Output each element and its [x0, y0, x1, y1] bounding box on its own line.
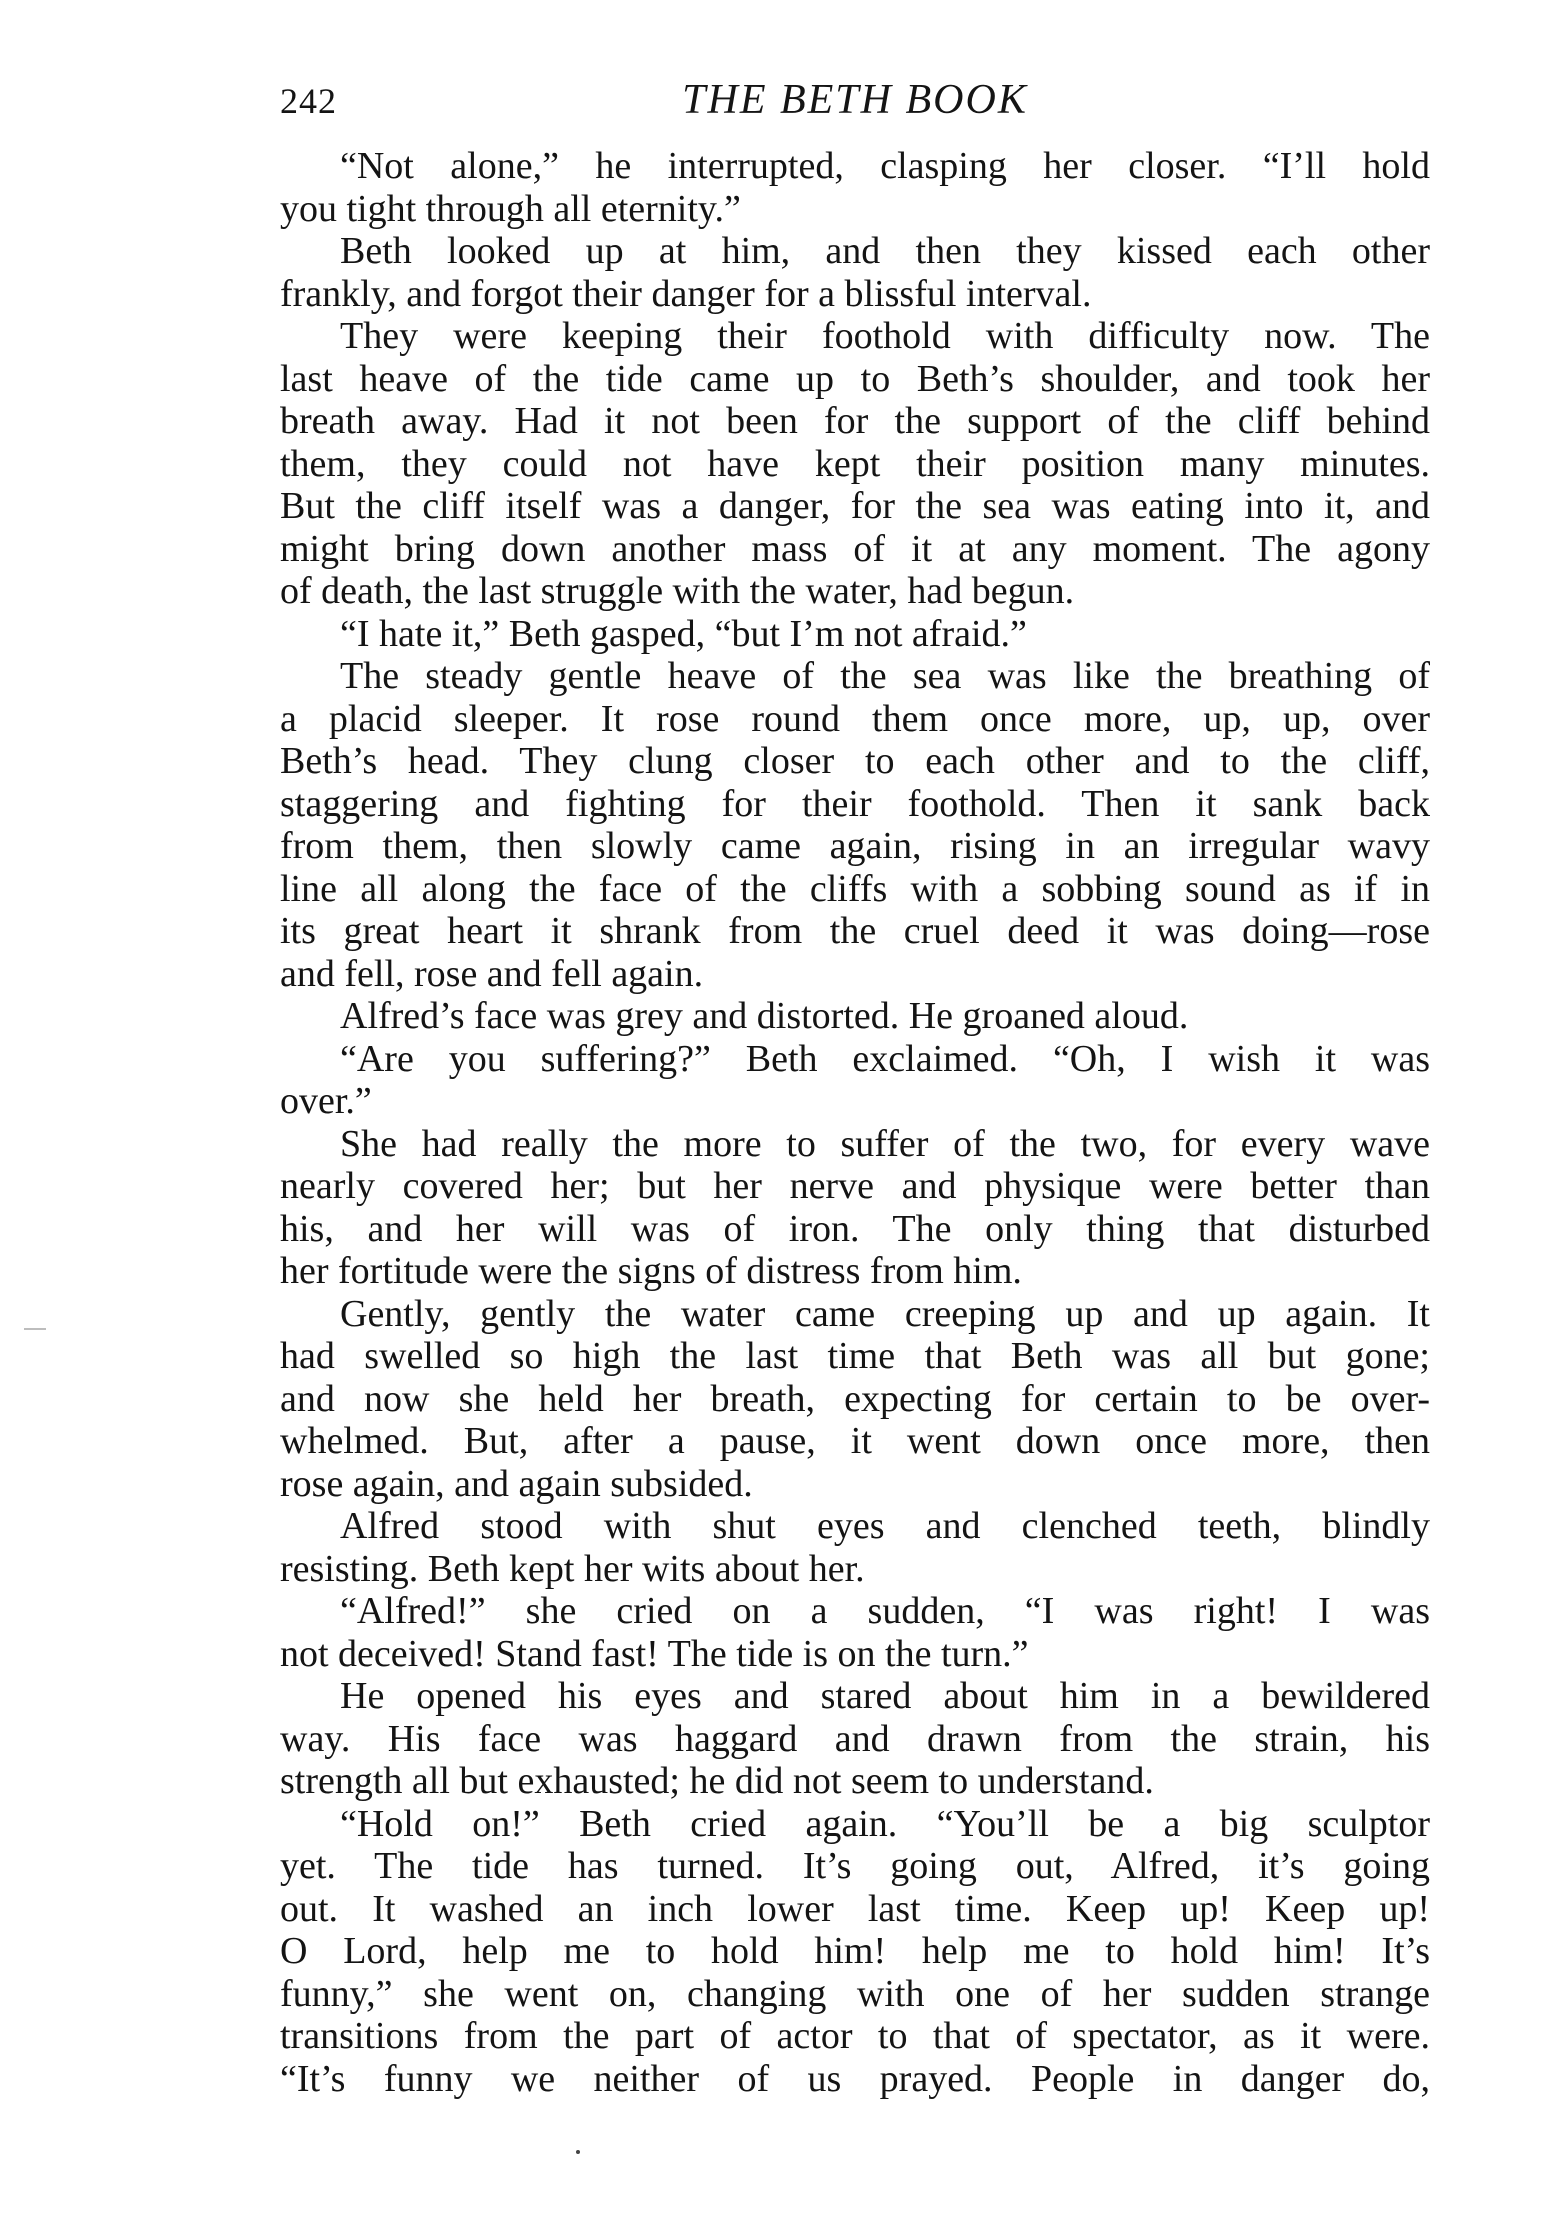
- text-line: But the cliff itself was a danger, for the sea was eating into it, and: [280, 485, 1430, 527]
- text-line: whelmed. But, after a pause, it went down once more, then: [280, 1420, 1430, 1462]
- text-line: not deceived! Stand fast! The tide is on the turn.”: [280, 1632, 1029, 1675]
- text-line: “It’s funny we neither of us prayed. People in danger do,: [280, 2057, 1430, 2100]
- text-line: way. His face was haggard and drawn from the strain, his: [280, 1717, 1430, 1760]
- text-line: “Alfred!” she cried on a sudden, “I was right! I was: [340, 1590, 1430, 1632]
- margin-mark: [24, 1328, 46, 1330]
- text-line: frankly, and forgot their danger for a blissful interval.: [280, 272, 1092, 315]
- text-line: yet. The tide has turned. It’s going out, Alfred, it’s going: [280, 1845, 1430, 1887]
- text-line: rose again, and again subsided.: [280, 1462, 753, 1505]
- text-line: resisting. Beth kept her wits about her.: [280, 1547, 865, 1590]
- text-line: and now she held her breath, expecting for certain to be over-: [280, 1377, 1430, 1420]
- text-line: you tight through all eternity.”: [280, 187, 741, 230]
- text-line: He opened his eyes and stared about him in a bewildered: [340, 1675, 1430, 1717]
- text-line: They were keeping their foothold with difficulty now. The: [340, 315, 1430, 357]
- text-line: and fell, rose and fell again.: [280, 952, 704, 995]
- footer-dot: [576, 2150, 580, 2154]
- text-line: strength all but exhausted; he did not seem to understand.: [280, 1760, 1154, 1802]
- text-line: Alfred’s face was grey and distorted. He groaned aloud.: [340, 995, 1189, 1037]
- running-title: THE BETH BOOK: [682, 77, 1028, 123]
- text-line: a placid sleeper. It rose round them once more, up, up, over: [280, 697, 1430, 740]
- text-line: funny,” she went on, changing with one of her sudden strange: [280, 1972, 1430, 2015]
- text-line: from them, then slowly came again, rising in an irregular wavy: [280, 825, 1430, 867]
- text-line: “Are you suffering?” Beth exclaimed. “Oh, I wish it was: [340, 1037, 1430, 1080]
- text-line: them, they could not have kept their position many minutes.: [280, 442, 1430, 485]
- page-header: [280, 76, 1430, 136]
- text-line: his, and her will was of iron. The only thing that disturbed: [280, 1207, 1430, 1250]
- text-line: Alfred stood with shut eyes and clenched teeth, blindly: [340, 1505, 1430, 1547]
- text-line: O Lord, help me to hold him! help me to hold him! It’s: [280, 1930, 1430, 1972]
- text-line: its great heart it shrank from the cruel deed it was doing—rose: [280, 910, 1430, 952]
- page-number: 242: [280, 81, 337, 121]
- text-line: Beth’s head. They clung closer to each other and to the cliff,: [280, 740, 1430, 782]
- text-line: staggering and fighting for their foothold. Then it sank back: [280, 782, 1430, 825]
- text-line: “Not alone,” he interrupted, clasping her closer. “I’ll hold: [340, 145, 1430, 187]
- text-line: might bring down another mass of it at any moment. The agony: [280, 527, 1430, 570]
- text-line: She had really the more to suffer of the two, for every wave: [340, 1122, 1430, 1165]
- text-line: The steady gentle heave of the sea was like the breathing of: [340, 655, 1430, 697]
- text-line: Gently, gently the water came creeping up and up again. It: [340, 1292, 1430, 1335]
- text-line: line all along the face of the cliffs with a sobbing sound as if in: [280, 867, 1430, 910]
- text-line: nearly covered her; but her nerve and physique were better than: [280, 1165, 1430, 1207]
- text-line: out. It washed an inch lower last time. Keep up! Keep up!: [280, 1887, 1430, 1930]
- body-text: [280, 145, 1430, 2100]
- text-line: her fortitude were the signs of distress from him.: [280, 1250, 1022, 1292]
- text-line: “I hate it,” Beth gasped, “but I’m not afraid.”: [340, 612, 1027, 655]
- text-line: Beth looked up at him, and then they kissed each other: [340, 230, 1430, 272]
- text-line: “Hold on!” Beth cried again. “You’ll be a big sculptor: [340, 1802, 1430, 1845]
- text-line: over.”: [280, 1080, 372, 1122]
- text-line: transitions from the part of actor to that of spectator, as it were.: [280, 2015, 1430, 2057]
- text-line: had swelled so high the last time that Beth was all but gone;: [280, 1335, 1430, 1377]
- text-line: breath away. Had it not been for the support of the cliff behind: [280, 400, 1430, 442]
- text-line: last heave of the tide came up to Beth’s shoulder, and took her: [280, 357, 1430, 400]
- text-line: of death, the last struggle with the water, had begun.: [280, 570, 1075, 612]
